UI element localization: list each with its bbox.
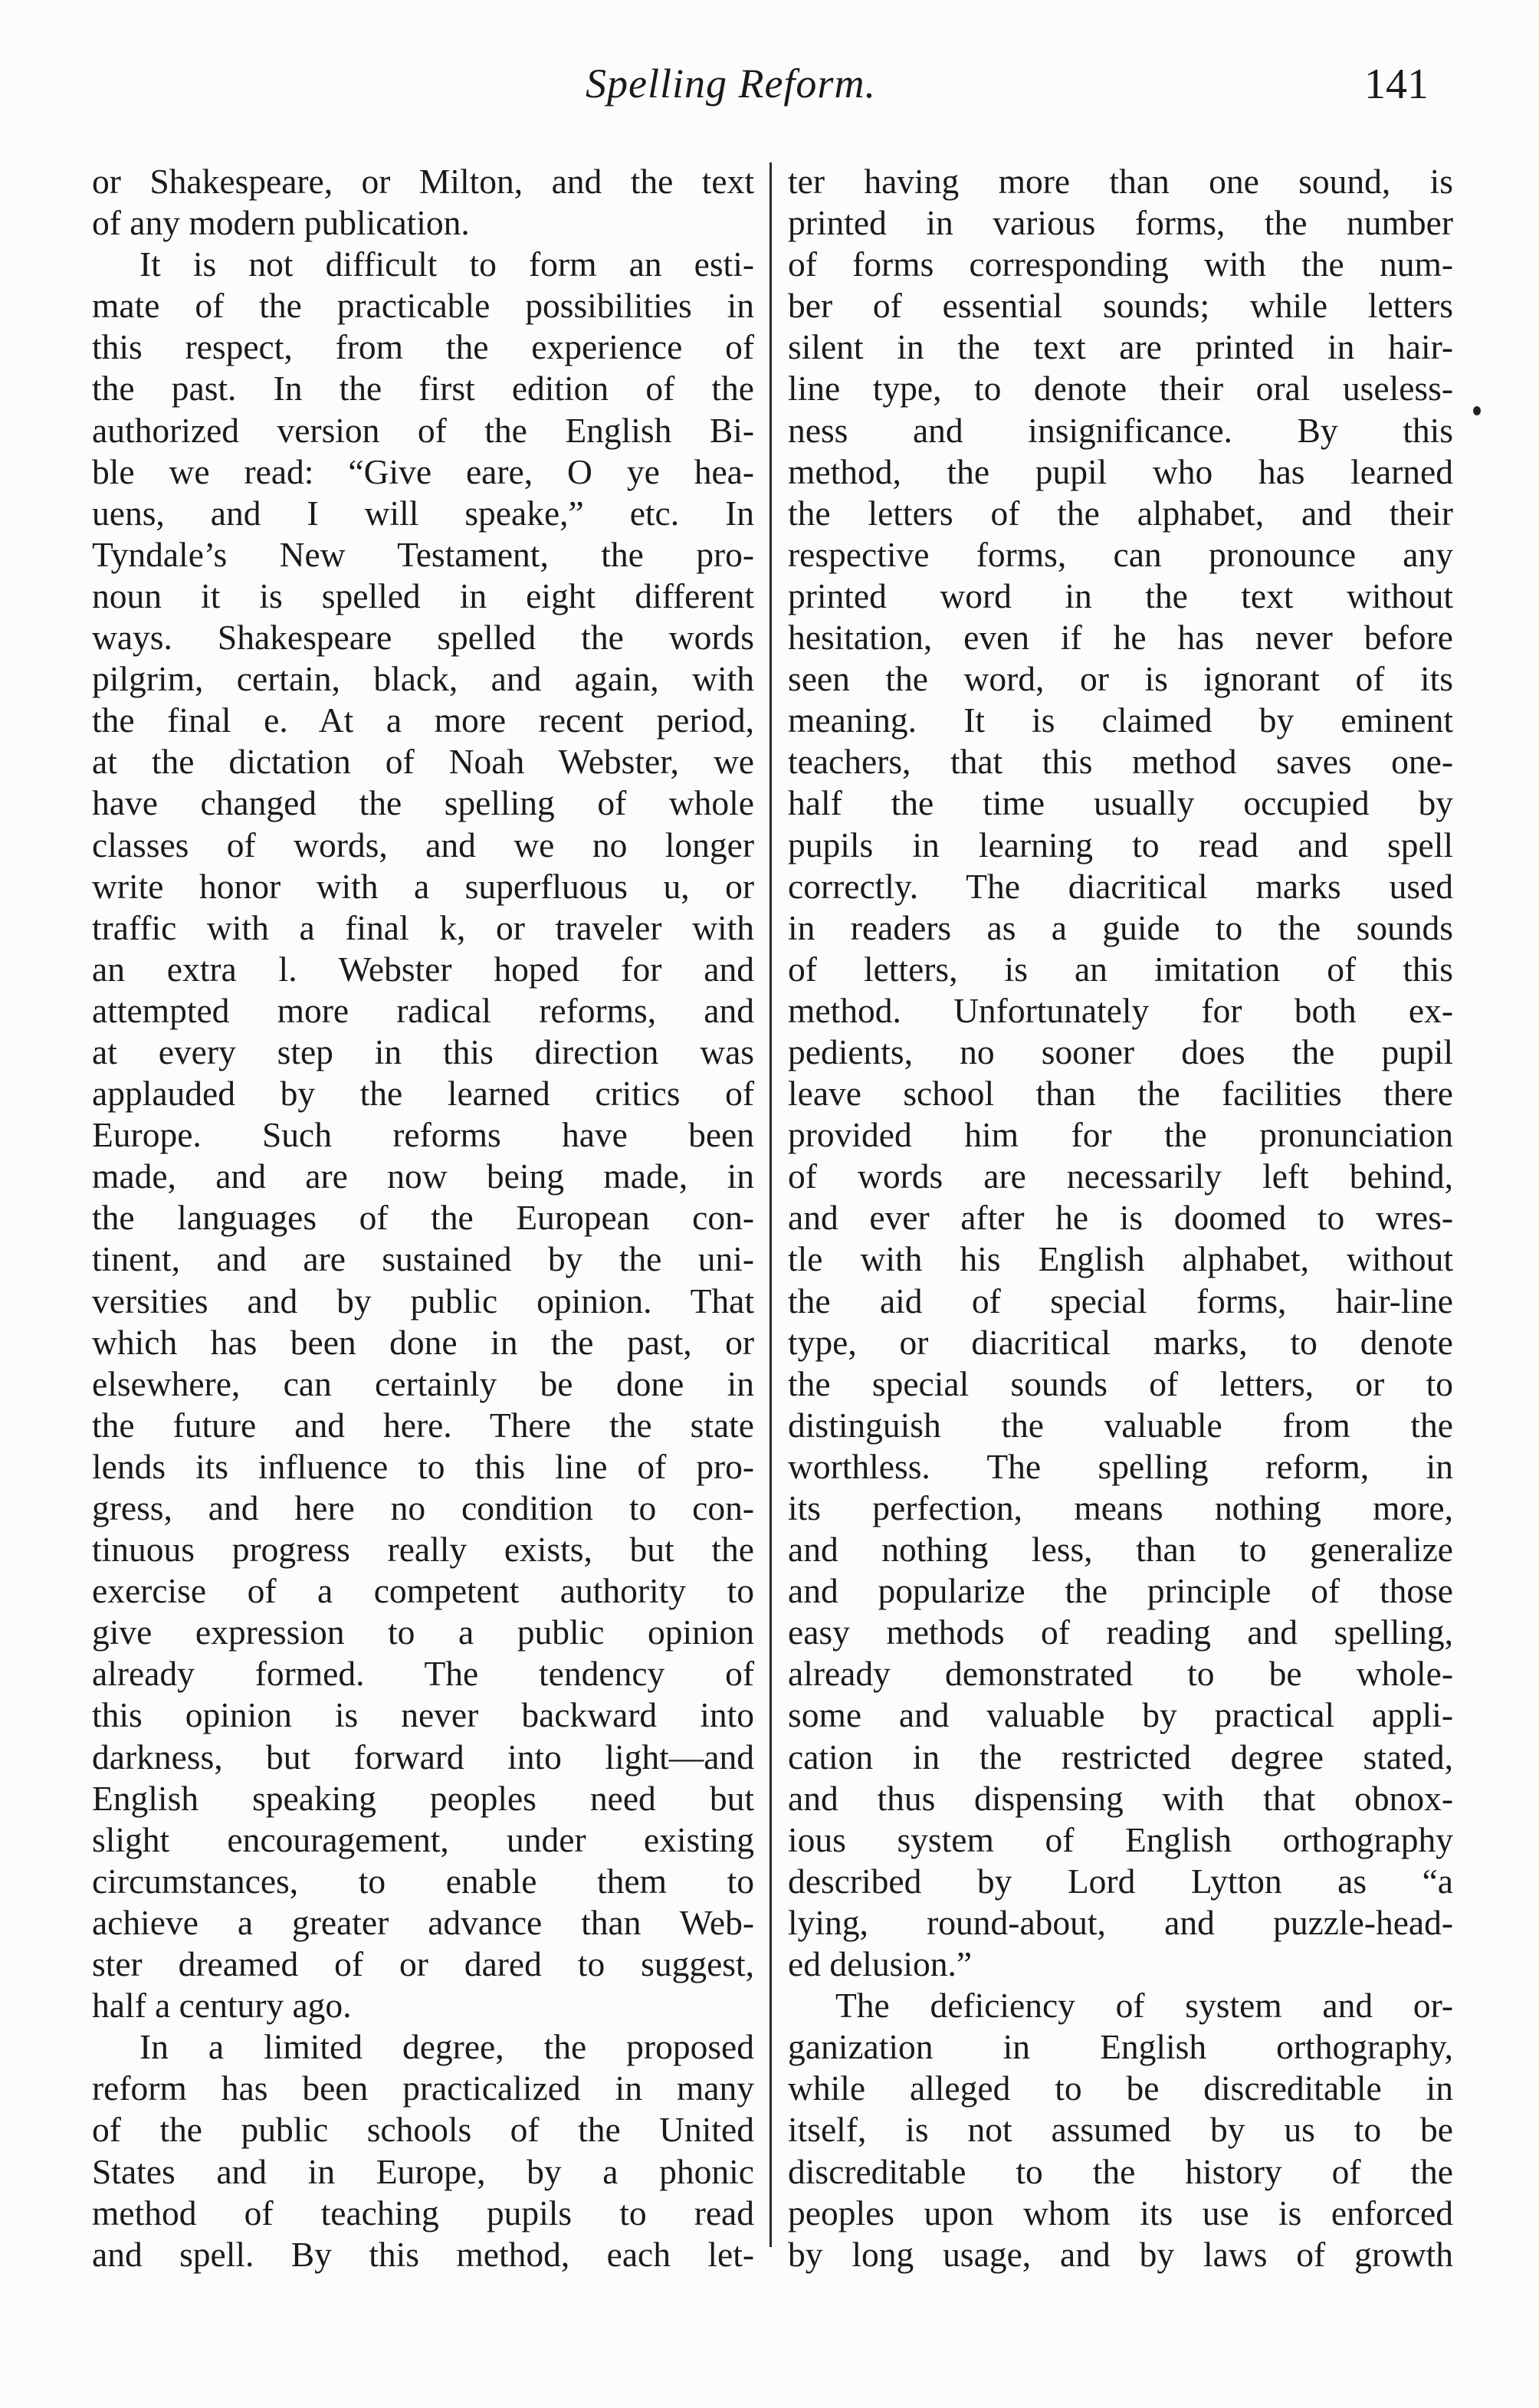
text-line: hesitation, even if he has never before xyxy=(788,618,1453,658)
text-line: half the time usually occupied by xyxy=(788,783,1453,823)
text-line: the past. In the first edition of the xyxy=(92,369,754,408)
text-line: circumstances, to enable them to xyxy=(92,1861,754,1901)
text-line: ed delusion.” xyxy=(788,1944,973,1984)
text-line: itself, is not assumed by us to be xyxy=(788,2110,1453,2150)
text-line: It is not difficult to form an esti- xyxy=(139,244,754,284)
text-line: of any modern publication. xyxy=(92,203,470,243)
text-line: and spell. By this method, each let- xyxy=(92,2234,754,2274)
text-line: ster dreamed of or dared to suggest, xyxy=(92,1944,754,1984)
text-line: tinent, and are sustained by the uni- xyxy=(92,1239,754,1279)
text-line: leave school than the facilities there xyxy=(788,1074,1453,1114)
text-line: gress, and here no condition to con- xyxy=(92,1488,754,1527)
text-line: discreditable to the history of the xyxy=(788,2151,1453,2191)
text-line: the special sounds of letters, or to xyxy=(788,1363,1453,1403)
text-line: meaning. It is claimed by eminent xyxy=(788,700,1453,740)
left-column xyxy=(92,161,754,2275)
text-line: method of teaching pupils to read xyxy=(92,2193,754,2232)
text-line: made, and are now being made, in xyxy=(92,1156,754,1196)
text-line: worthless. The spelling reform, in xyxy=(788,1446,1453,1486)
text-line: at every step in this direction was xyxy=(92,1032,754,1071)
text-line: an extra l. Webster hoped for and xyxy=(92,949,754,989)
text-line: printed in various forms, the number xyxy=(788,203,1453,243)
text-line: peoples upon whom its use is enforced xyxy=(788,2193,1453,2232)
text-line: and nothing less, than to generalize xyxy=(788,1530,1453,1570)
text-line: which has been done in the past, or xyxy=(92,1322,754,1362)
text-line: at the dictation of Noah Webster, we xyxy=(92,742,754,782)
text-line: pedients, no sooner does the pupil xyxy=(788,1032,1453,1071)
text-line: The deficiency of system and or- xyxy=(835,1986,1453,2026)
text-line: tinuous progress really exists, but the xyxy=(92,1530,754,1570)
text-line: traffic with a final k, or traveler with xyxy=(92,907,754,947)
text-line: distinguish the valuable from the xyxy=(788,1405,1453,1445)
text-line: exercise of a competent authority to xyxy=(92,1571,754,1611)
text-line: reform has been practicalized in many xyxy=(92,2068,754,2108)
stray-ink-mark xyxy=(1473,406,1481,415)
text-line: pilgrim, certain, black, and again, with xyxy=(92,659,754,699)
text-line: printed word in the text without xyxy=(788,576,1453,615)
text-line: respective forms, can pronounce any xyxy=(788,534,1453,574)
text-line: and ever after he is doomed to wres- xyxy=(788,1198,1453,1238)
text-line: In a limited degree, the proposed xyxy=(139,2027,754,2067)
text-line: correctly. The diacritical marks used xyxy=(788,866,1453,906)
text-line: classes of words, and we no longer xyxy=(92,825,754,864)
text-line: have changed the spelling of whole xyxy=(92,783,754,823)
text-line: the final e. At a more recent period, xyxy=(92,700,754,740)
text-line: mate of the practicable possibilities in xyxy=(92,286,754,326)
text-line: and popularize the principle of those xyxy=(788,1571,1453,1611)
text-line: ness and insignificance. By this xyxy=(788,410,1453,450)
text-line: lying, round-about, and puzzle-head- xyxy=(788,1902,1453,1942)
text-line: half a century ago. xyxy=(92,1986,352,2026)
text-line: the future and here. There the state xyxy=(92,1405,754,1445)
text-line: versities and by public opinion. That xyxy=(92,1281,754,1320)
text-line: tle with his English alphabet, without xyxy=(788,1239,1453,1279)
text-line: some and valuable by practical appli- xyxy=(788,1695,1453,1735)
text-line: elsewhere, can certainly be done in xyxy=(92,1363,754,1403)
text-line: lends its influence to this line of pro- xyxy=(92,1446,754,1486)
text-line: ble we read: “Give eare, O ye hea- xyxy=(92,451,754,491)
text-line: provided him for the pronunciation xyxy=(788,1115,1453,1155)
text-line: ways. Shakespeare spelled the words xyxy=(92,618,754,658)
right-column xyxy=(788,161,1453,2275)
text-line: ious system of English orthography xyxy=(788,1819,1453,1859)
page-number: 141 xyxy=(1364,61,1429,108)
text-line: applauded by the learned critics of xyxy=(92,1074,754,1114)
text-line: of forms corresponding with the num- xyxy=(788,244,1453,284)
text-line: Tyndale’s New Testament, the pro- xyxy=(92,534,754,574)
text-line: this opinion is never backward into xyxy=(92,1695,754,1735)
text-line: uens, and I will speake,” etc. In xyxy=(92,493,754,533)
text-line: by long usage, and by laws of growth xyxy=(788,2234,1453,2274)
text-line: ganization in English orthography, xyxy=(788,2027,1453,2067)
text-line: the letters of the alphabet, and their xyxy=(788,493,1453,533)
text-line: attempted more radical reforms, and xyxy=(92,990,754,1030)
text-line: pupils in learning to read and spell xyxy=(788,825,1453,864)
text-line: seen the word, or is ignorant of its xyxy=(788,659,1453,699)
text-line: English speaking peoples need but xyxy=(92,1778,754,1818)
text-line: cation in the restricted degree stated, xyxy=(788,1737,1453,1776)
text-line: method, the pupil who has learned xyxy=(788,451,1453,491)
text-line: ber of essential sounds; while letters xyxy=(788,286,1453,326)
text-line: darkness, but forward into light—and xyxy=(92,1737,754,1776)
text-line: silent in the text are printed in hair- xyxy=(788,327,1453,367)
text-line: or Shakespeare, or Milton, and the text xyxy=(92,162,754,201)
page-header xyxy=(0,60,1539,121)
text-line: this respect, from the experience of xyxy=(92,327,754,367)
text-line: the aid of special forms, hair-line xyxy=(788,1281,1453,1320)
text-line: give expression to a public opinion xyxy=(92,1612,754,1652)
text-line: while alleged to be discreditable in xyxy=(788,2068,1453,2108)
text-line: Europe. Such reforms have been xyxy=(92,1115,754,1155)
text-line: achieve a greater advance than Web- xyxy=(92,1902,754,1942)
text-line: in readers as a guide to the sounds xyxy=(788,907,1453,947)
text-line: described by Lord Lytton as “a xyxy=(788,1861,1453,1901)
running-title: Spelling Reform. xyxy=(586,61,876,107)
text-line: already demonstrated to be whole- xyxy=(788,1654,1453,1694)
text-line: line type, to denote their oral useless- xyxy=(788,369,1453,408)
text-line: of words are necessarily left behind, xyxy=(788,1156,1453,1196)
text-line: of letters, is an imitation of this xyxy=(788,949,1453,989)
text-line: its perfection, means nothing more, xyxy=(788,1488,1453,1527)
text-line: slight encouragement, under existing xyxy=(92,1819,754,1859)
text-line: the languages of the European con- xyxy=(92,1198,754,1238)
text-line: easy methods of reading and spelling, xyxy=(788,1612,1453,1652)
text-line: type, or diacritical marks, to denote xyxy=(788,1322,1453,1362)
text-line: and thus dispensing with that obnox- xyxy=(788,1778,1453,1818)
text-line: noun it is spelled in eight different xyxy=(92,576,754,615)
text-line: write honor with a superfluous u, or xyxy=(92,866,754,906)
text-line: teachers, that this method saves one- xyxy=(788,742,1453,782)
text-line: already formed. The tendency of xyxy=(92,1654,754,1694)
text-line: ter having more than one sound, is xyxy=(788,162,1453,201)
text-line: States and in Europe, by a phonic xyxy=(92,2151,754,2191)
text-line: method. Unfortunately for both ex- xyxy=(788,990,1453,1030)
column-divider xyxy=(770,162,772,2247)
text-line: authorized version of the English Bi- xyxy=(92,410,754,450)
text-line: of the public schools of the United xyxy=(92,2110,754,2150)
